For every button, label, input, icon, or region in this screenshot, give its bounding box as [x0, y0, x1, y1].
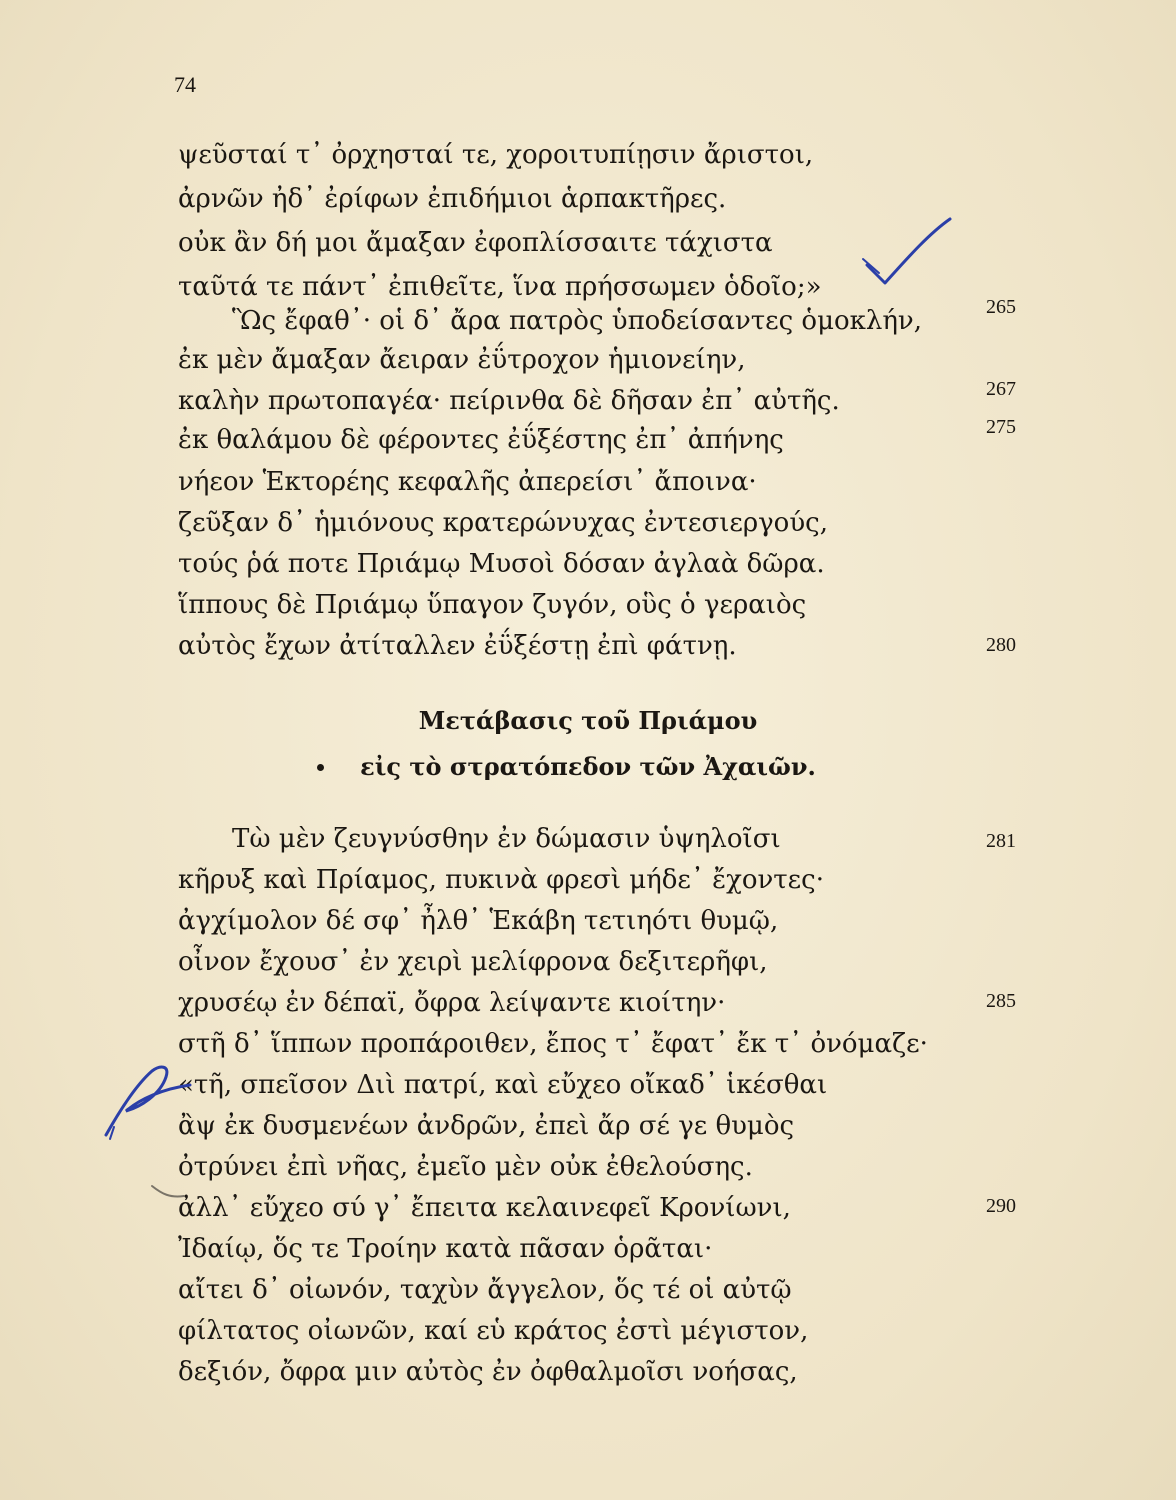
verse-line: ἐκ μὲν ἄμαξαν ἄειραν ἐΰτροχον ἡμιονείην,	[178, 345, 746, 375]
bullet-mark	[317, 764, 324, 771]
verse-line: αὐτὸς ἔχων ἀτίταλλεν ἐΰξέστῃ ἐπὶ φάτνῃ.	[178, 631, 737, 661]
line-number: 285	[986, 990, 1016, 1012]
verse-line: τούς ῥά ποτε Πριάμῳ Μυσοὶ δόσαν ἀγλαὰ δῶρα.	[178, 549, 825, 579]
line-number: 280	[986, 634, 1016, 656]
verse-line: ἀρνῶν ἠδ᾽ ἐρίφων ἐπιδήμιοι ἁρπακτῆρες.	[178, 184, 727, 214]
line-number: 265	[986, 296, 1016, 318]
verse-line: οὐκ ἂν δή μοι ἄμαξαν ἐφοπλίσσαιτε τάχιστα	[178, 228, 773, 258]
line-number: 275	[986, 416, 1016, 438]
line-number: 267	[986, 378, 1016, 400]
line-number: 290	[986, 1195, 1016, 1217]
section-heading-line-2: εἰς τὸ στρατόπεδον τῶν Ἀχαιῶν.	[360, 752, 816, 781]
verse-line: ἐκ θαλάμου δὲ φέροντες ἐΰξέστης ἐπ᾽ ἀπήνης	[178, 425, 784, 455]
pencil-tick-mark	[148, 1180, 188, 1210]
verse-line: ψεῦσταί τ᾽ ὀρχησταί τε, χοροιτυπίῃσιν ἄριστοι,	[178, 140, 814, 170]
line-number: 281	[986, 830, 1016, 852]
section-heading-line-1: Μετάβασις τοῦ Πριάμου	[418, 706, 758, 735]
verse-line: νήεον Ἑκτορέης κεφαλῆς ἀπερείσι᾽ ἄποινα·	[178, 467, 757, 497]
verse-line: ἵππους δὲ Πριάμῳ ὕπαγον ζυγόν, οὓς ὁ γεραιὸς	[178, 590, 807, 620]
verse-line: Τὼ μὲν ζευγνύσθην ἐν δώμασιν ὑψηλοῖσι	[232, 824, 781, 854]
verse-line: ζεῦξαν δ᾽ ἡμιόνους κρατερώνυχας ἐντεσιεργούς,	[178, 508, 828, 538]
verse-line: φίλτατος οἰωνῶν, καί εὑ κράτος ἐστὶ μέγιστον,	[178, 1316, 809, 1346]
verse-line: χρυσέῳ ἐν δέπαϊ, ὄφρα λείψαντε κιοίτην·	[178, 988, 726, 1018]
verse-line: ἀγχίμολον δέ σφ᾽ ἦλθ᾽ Ἑκάβη τετιηότι θυμῷ,	[178, 906, 779, 936]
handwritten-scribble	[100, 1055, 210, 1145]
verse-line: ἂψ ἐκ δυσμενέων ἀνδρῶν, ἐπεὶ ἄρ σέ γε θυμὸς	[178, 1111, 795, 1141]
verse-line: καλὴν πρωτοπαγέα· πείρινθα δὲ δῆσαν ἐπ᾽ αὐτῆς.	[178, 386, 840, 416]
verse-line: αἴτει δ᾽ οἰωνόν, ταχὺν ἄγγελον, ὅς τέ οἱ αὐτῷ	[178, 1275, 792, 1305]
verse-line: κῆρυξ καὶ Πρίαμος, πυκινὰ φρεσὶ μήδε᾽ ἔχοντες·	[178, 865, 824, 895]
page-number: 74	[174, 72, 196, 97]
verse-line: Ἰδαίῳ, ὅς τε Τροίην κατὰ πᾶσαν ὁρᾶται·	[178, 1234, 713, 1264]
verse-line: οἶνον ἔχουσ᾽ ἐν χειρὶ μελίφρονα δεξιτερῆφι,	[178, 947, 768, 977]
verse-line: «τῆ, σπεῖσον Διὶ πατρί, καὶ εὔχεο οἴκαδ᾽ ἱκέσθαι	[178, 1070, 828, 1100]
verse-line: ταῦτά τε πάντ᾽ ἐπιθεῖτε, ἵνα πρήσσωμεν ὁδοῖο;»	[178, 272, 822, 302]
verse-line: ἀλλ᾽ εὔχεο σύ γ᾽ ἔπειτα κελαινεφεῖ Κρονίωνι,	[178, 1193, 791, 1223]
verse-line: Ὣς ἔφαθ᾽· οἱ δ᾽ ἄρα πατρὸς ὑποδείσαντες ὁμοκλήν,	[232, 306, 923, 336]
verse-line: δεξιόν, ὄφρα μιν αὐτὸς ἐν ὀφθαλμοῖσι νοήσας,	[178, 1357, 798, 1387]
verse-line: στῆ δ᾽ ἵππων προπάροιθεν, ἔπος τ᾽ ἔφατ᾽ ἔκ τ᾽ ὀνόμαζε·	[178, 1029, 928, 1059]
verse-line: ὀτρύνει ἐπὶ νῆας, ἐμεῖο μὲν οὐκ ἐθελούσης.	[178, 1152, 753, 1182]
handwritten-checkmark	[855, 215, 955, 295]
